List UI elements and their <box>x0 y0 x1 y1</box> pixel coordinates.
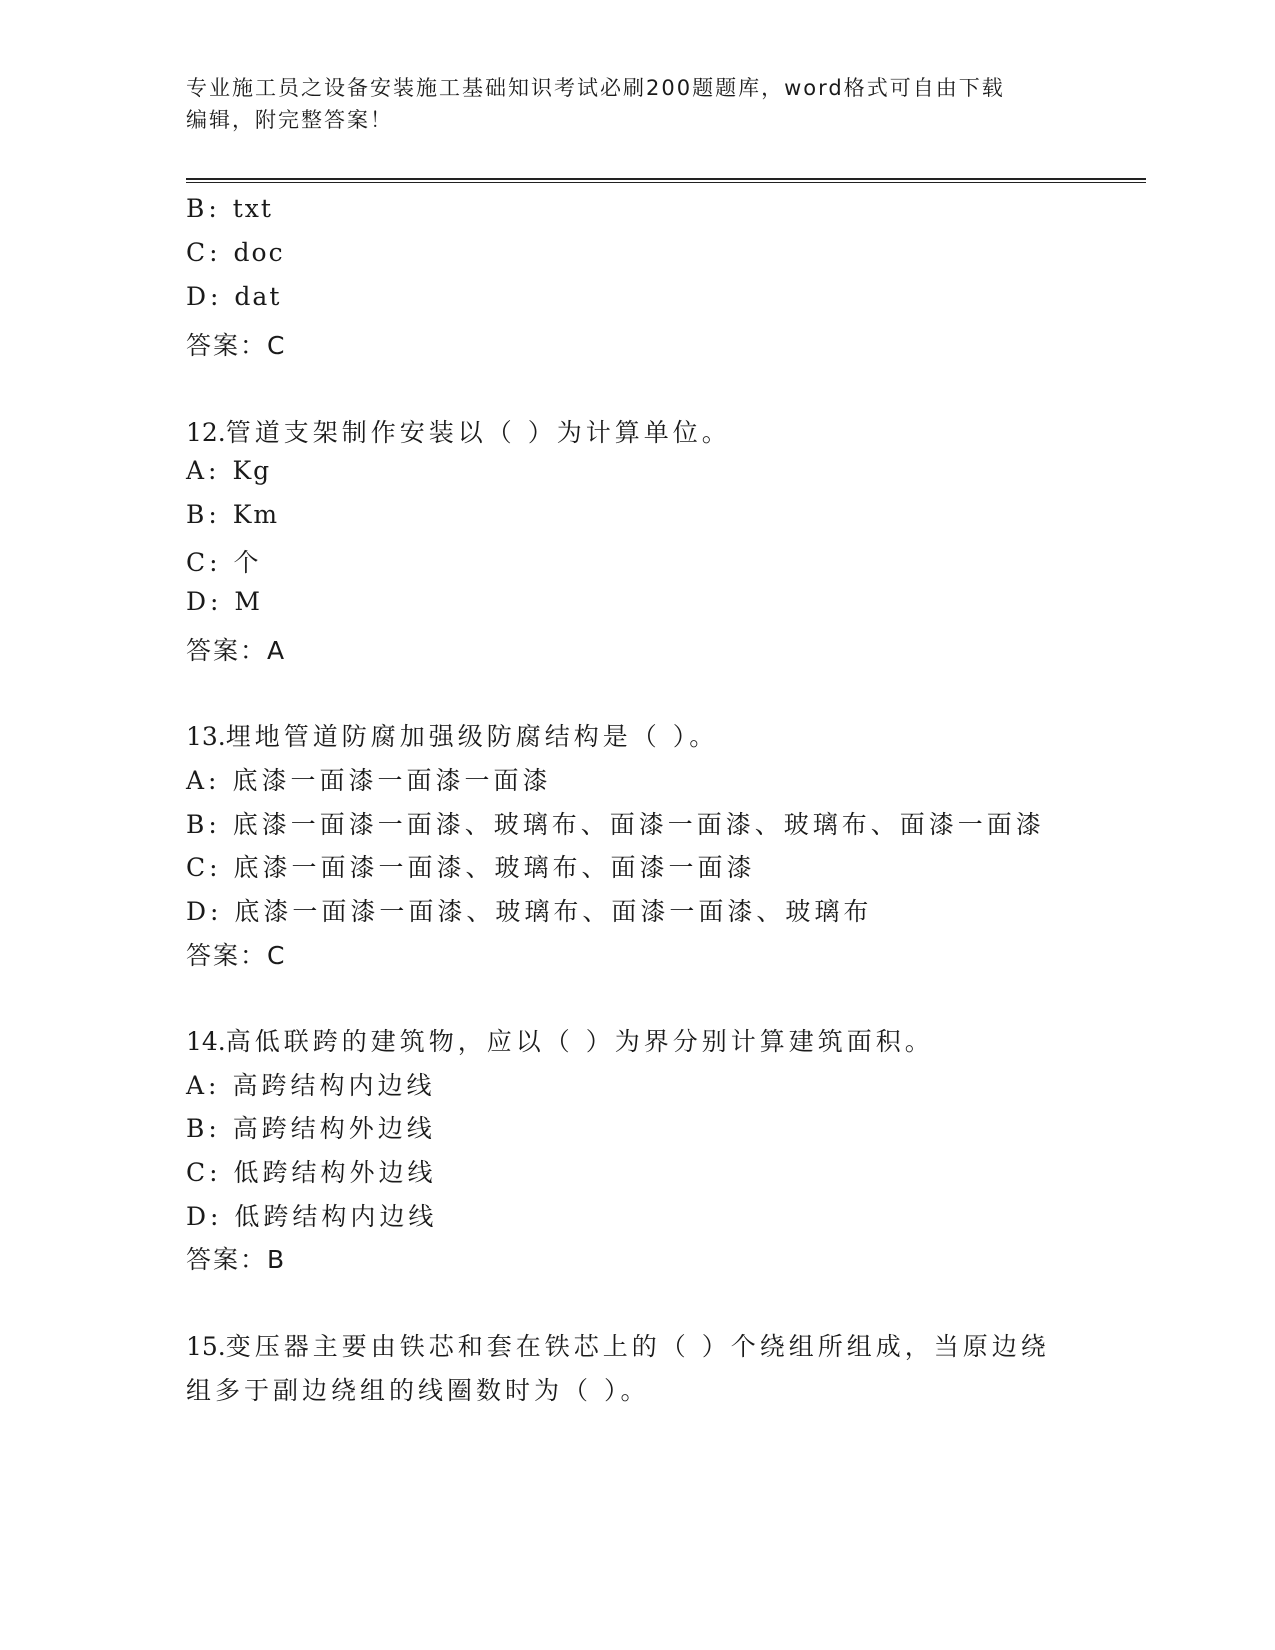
q13-option-a <box>186 761 551 797</box>
option-text: 个 <box>233 548 263 577</box>
question-number: 15. <box>186 1332 226 1361</box>
q11-answer: 答案：C <box>186 331 287 360</box>
q14-stem <box>186 1022 934 1058</box>
q13-option-c <box>186 848 756 884</box>
option-letter: D: <box>186 1202 223 1231</box>
option-letter: C: <box>186 548 222 577</box>
option-letter: C: <box>186 1158 222 1187</box>
q13-answer: 答案：C <box>186 941 287 970</box>
q15-stem-line-1 <box>186 1327 1050 1363</box>
question-number: 14. <box>186 1027 226 1056</box>
option-letter: A: <box>186 456 221 485</box>
option-text: dat <box>234 282 282 311</box>
question-number: 13. <box>186 722 226 751</box>
q13-option-b <box>186 805 1045 841</box>
q14-answer: 答案：B <box>186 1245 287 1274</box>
question-text: 高低联跨的建筑物，应以（ ）为界分别计算建筑面积。 <box>225 1027 934 1056</box>
option-letter: D: <box>186 587 223 616</box>
option-text: Km <box>232 500 280 529</box>
q14-option-d <box>186 1197 437 1233</box>
option-text: 高跨结构内边线 <box>232 1071 436 1100</box>
header-title-line-1: 专业施工员之设备安装施工基础知识考试必刷200题题库，word格式可自由下载 <box>186 76 1005 100</box>
q11-option-c <box>186 238 285 267</box>
question-text: 变压器主要由铁芯和套在铁芯上的（ ）个绕组所组成，当原边绕 <box>225 1332 1050 1361</box>
option-text: 底漆一面漆一面漆、玻璃布、面漆一面漆、玻璃布、面漆一面漆 <box>232 810 1045 839</box>
option-text: 底漆一面漆一面漆、玻璃布、面漆一面漆、玻璃布 <box>234 897 873 926</box>
option-letter: B: <box>186 810 221 839</box>
question-text: 管道支架制作安装以（ ）为计算单位。 <box>225 418 731 447</box>
option-text: 底漆一面漆一面漆一面漆 <box>232 766 552 795</box>
option-text: txt <box>232 194 273 223</box>
option-letter: B: <box>186 194 221 223</box>
q14-option-c <box>186 1153 437 1189</box>
option-text: 底漆一面漆一面漆、玻璃布、面漆一面漆 <box>233 853 756 882</box>
q14-option-b <box>186 1109 436 1145</box>
option-letter: C: <box>186 853 222 882</box>
option-letter: B: <box>186 1114 221 1143</box>
q15-stem-line-2: 组多于副边绕组的线圈数时为（ ）。 <box>186 1376 650 1405</box>
option-text: Kg <box>232 456 272 485</box>
option-letter: B: <box>186 500 221 529</box>
q12-option-d <box>186 587 262 616</box>
q12-option-b <box>186 500 279 529</box>
question-text: 埋地管道防腐加强级防腐结构是（ ）。 <box>225 722 719 751</box>
option-letter: D: <box>186 897 223 926</box>
q12-answer: 答案：A <box>186 636 287 665</box>
option-text: doc <box>233 238 285 267</box>
option-text: M <box>234 587 263 616</box>
option-text: 高跨结构外边线 <box>232 1114 436 1143</box>
q11-option-b <box>186 194 273 223</box>
header-divider <box>186 178 1146 183</box>
question-number: 12. <box>186 418 226 447</box>
q12-option-a <box>186 456 271 485</box>
header-title-line-2: 编辑，附完整答案！ <box>186 108 393 132</box>
option-text: 低跨结构内边线 <box>234 1202 438 1231</box>
option-letter: D: <box>186 282 223 311</box>
q12-stem <box>186 413 731 449</box>
option-text: 低跨结构外边线 <box>233 1158 437 1187</box>
option-letter: C: <box>186 238 222 267</box>
option-letter: A: <box>186 1071 221 1100</box>
q13-option-d <box>186 892 872 928</box>
q14-option-a <box>186 1066 435 1102</box>
option-letter: A: <box>186 766 221 795</box>
document-header <box>186 72 1066 136</box>
q12-option-c <box>186 543 263 579</box>
q13-stem <box>186 717 718 753</box>
q11-option-d <box>186 282 281 311</box>
